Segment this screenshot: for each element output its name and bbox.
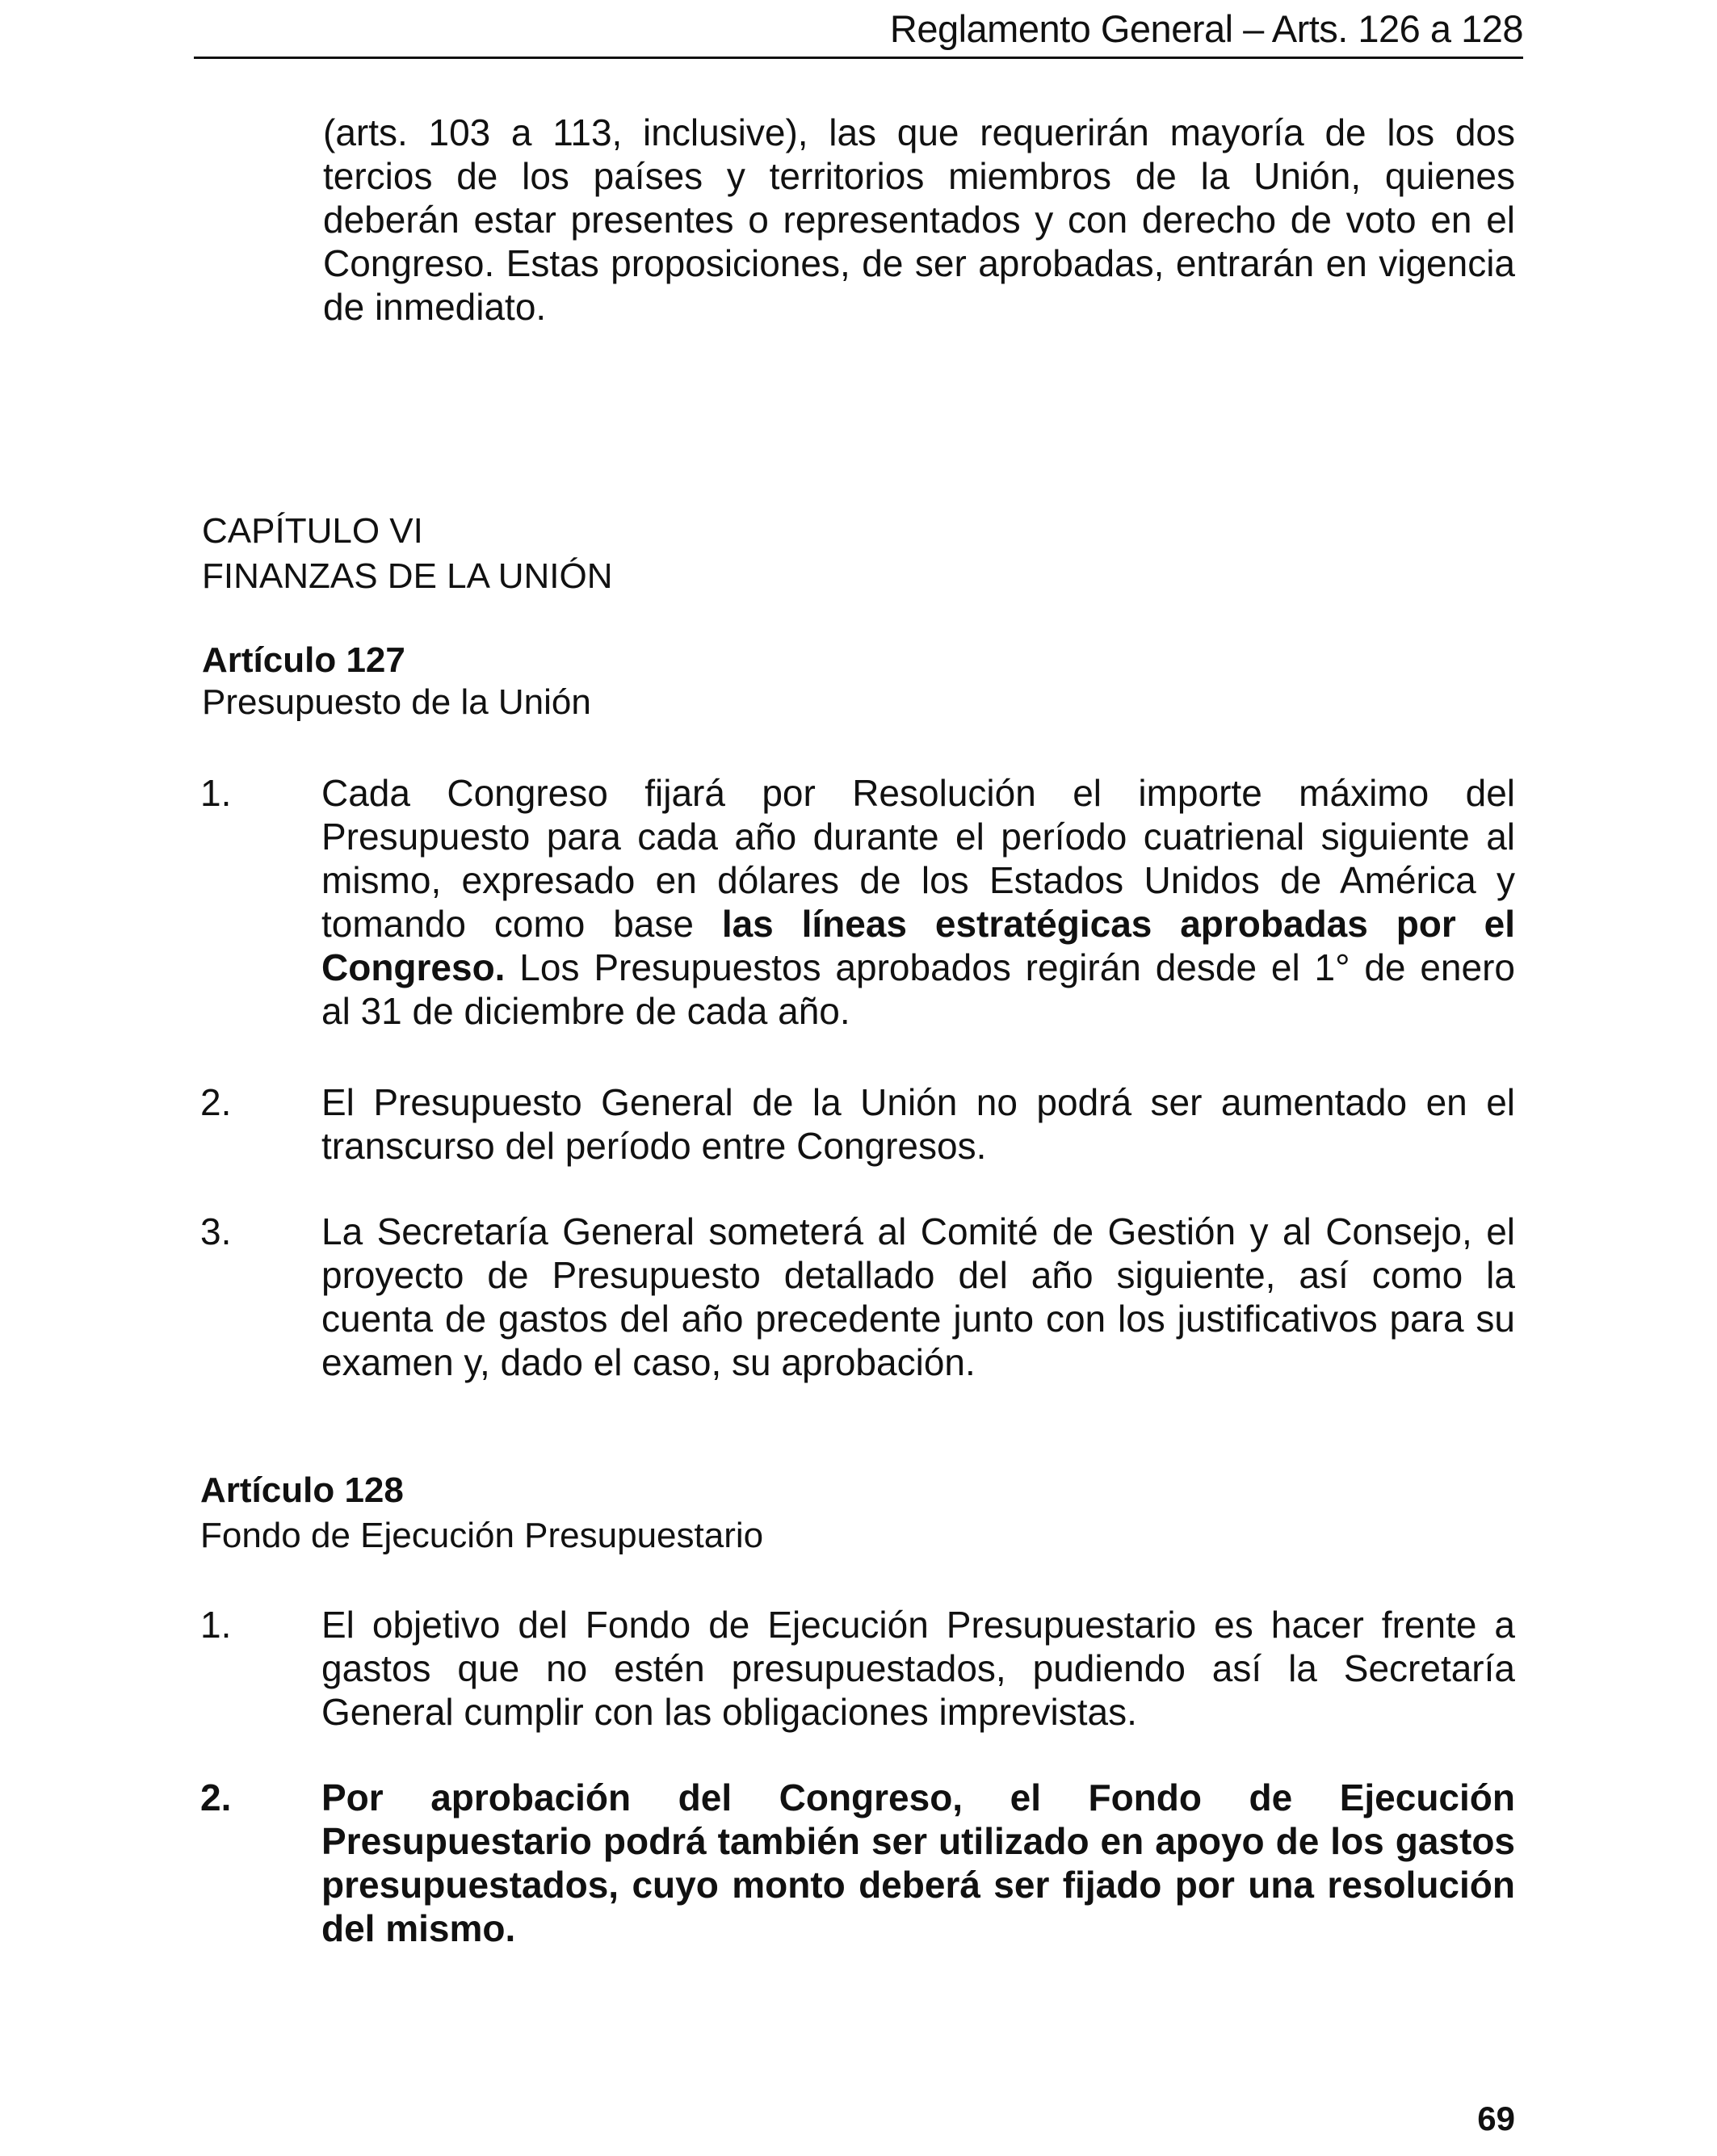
article-127-heading: Artículo 127 [202,640,405,680]
item-text: El objetivo del Fondo de Ejecución Presupuestario es hacer frente a gastos que no estén presupuestados, pudiendo así la Secretaría General cumplir con las obligaciones imprevistas. [321,1604,1515,1733]
article-128-subtitle: Fondo de Ejecución Presupuestario [200,1516,764,1555]
article-127-item-3 [200,1210,1515,1384]
item-text: El Presupuesto General de la Unión no podrá ser aumentado en el transcurso del período entre Congresos. [321,1081,1515,1167]
item-number: 1. [200,1604,232,1646]
continuation-paragraph: (arts. 103 a 113, inclusive), las que requerirán mayoría de los dos tercios de los países y territorios miembros de la Unión, quienes deberán estar presentes o representados y con derecho de voto en el Congreso. Estas proposiciones, de ser aprobadas, entrarán en vigencia de inmediato. [323,111,1515,328]
article-127-subtitle: Presupuesto de la Unión [202,682,591,722]
item-text: La Secretaría General someterá al Comité de Gestión y al Consejo, el proyecto de Presupuesto detallado del año siguiente, así como la cuenta de gastos del año precedente junto con los justificativos para su examen y, dado el caso, su aprobación. [321,1210,1515,1383]
item-text: Por aprobación del Congreso, el Fondo de Ejecución Presupuestario podrá también ser utilizado en apoyo de los gastos presupuestados, cuyo monto deberá ser fijado por una resolución del mismo. [321,1776,1515,1949]
page-number: 69 [1477,2099,1515,2137]
running-header: Reglamento General – Arts. 126 a 128 [889,7,1523,50]
item-number: 2. [200,1081,232,1123]
item-text: Cada Congreso fijará por Resolución el importe máximo del Presupuesto para cada año durante el período cuatrienal siguiente al mismo, expresado en dólares de los Estados Unidos de América y tomando como base las líneas estratégicas aprobadas por el Congreso. Los Presupuestos aprobados regirán desde el 1° de enero al 31 de diciembre de cada año. [321,772,1516,1032]
article-127-item-2 [200,1080,1515,1168]
article-128-item-1 [200,1603,1515,1734]
item-number: 2. [200,1776,232,1818]
item-number: 1. [200,772,232,814]
item-number: 3. [200,1210,232,1252]
article-128-item-2 [200,1776,1515,1950]
article-127-item-1 [200,771,1515,1033]
header-rule [194,57,1523,59]
chapter-number: CAPÍTULO VI [202,511,423,551]
chapter-title: FINANZAS DE LA UNIÓN [202,556,613,596]
article-128-heading: Artículo 128 [200,1470,404,1510]
